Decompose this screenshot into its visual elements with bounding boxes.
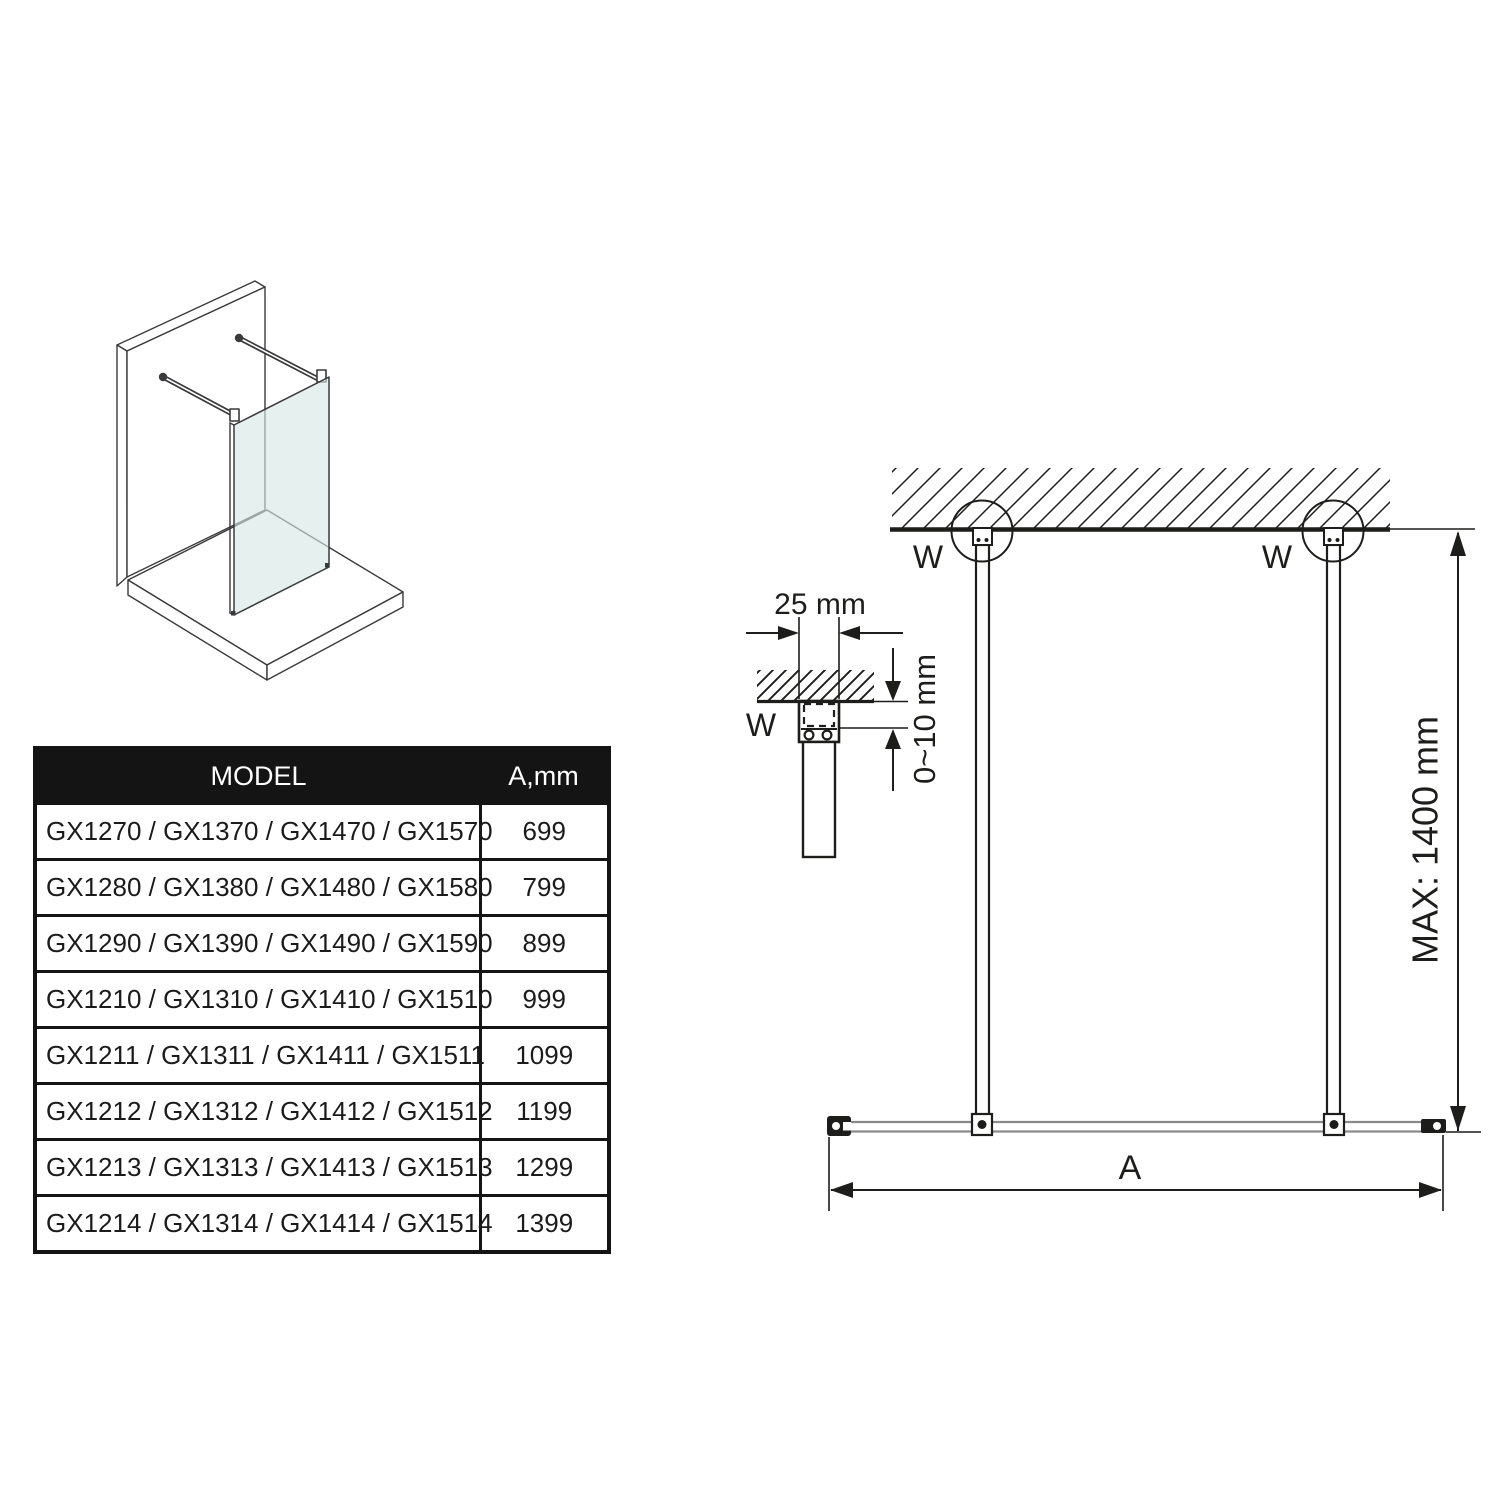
arrow-right	[778, 626, 799, 640]
glass-clamp-screw	[832, 1122, 840, 1130]
width-cell: 1199	[480, 1084, 609, 1140]
arrow-right	[1419, 1182, 1442, 1198]
table-row	[35, 916, 609, 972]
bar-foot-screw	[978, 1120, 987, 1129]
bracket-screw	[1328, 538, 1332, 542]
detail-bar-width-label: 25 mm	[774, 588, 866, 621]
bracket-screw	[977, 538, 981, 542]
header-model: MODEL	[35, 748, 480, 804]
glass-clamp-left-slot	[843, 1122, 851, 1131]
table-row	[35, 860, 609, 916]
bracket-screw	[985, 538, 989, 542]
table-row	[35, 1084, 609, 1140]
model-cell: GX1214 / GX1314 / GX1414 / GX1514	[35, 1196, 480, 1253]
wall-side-face	[117, 345, 127, 586]
table-row	[35, 1196, 609, 1253]
wall-bracket-left	[973, 528, 992, 545]
table-row	[35, 1028, 609, 1084]
wall-anchor-label-right: W	[1261, 539, 1293, 575]
support-bars-front-view	[952, 501, 1364, 1116]
installation-dimension-diagram	[700, 420, 1500, 1250]
detail-screw	[823, 731, 832, 740]
detail-support-bar	[803, 742, 835, 857]
bracket-detail-view	[746, 588, 942, 857]
isometric-overview-drawing	[80, 260, 480, 700]
glass-foot-left	[231, 611, 236, 616]
glass-connector-near	[230, 409, 239, 421]
model-cell: GX1270 / GX1370 / GX1470 / GX1570	[35, 804, 480, 860]
bracket-screw	[1336, 538, 1340, 542]
table-row	[35, 804, 609, 860]
width-cell: 699	[480, 804, 609, 860]
width-cell: 999	[480, 972, 609, 1028]
model-cell: GX1211 / GX1311 / GX1411 / GX1511	[35, 1028, 480, 1084]
arrow-left	[839, 626, 860, 640]
header-a-mm: A,mm	[480, 748, 609, 804]
arrow-left	[830, 1182, 853, 1198]
wall-anchor-label-left: W	[912, 539, 944, 575]
bar-foot-screw	[1330, 1120, 1339, 1129]
width-cell: 1299	[480, 1140, 609, 1196]
detail-screw	[805, 731, 814, 740]
wall-anchor-far	[235, 334, 243, 342]
table-row	[35, 972, 609, 1028]
arrow-down	[885, 681, 901, 701]
width-cell: 899	[480, 916, 609, 972]
max-height-label: MAX: 1400 mm	[1404, 715, 1446, 965]
wall-hatching	[892, 468, 1390, 528]
wall-anchor-near	[159, 373, 167, 381]
arrow-up	[885, 729, 901, 749]
detail-wall-hatching	[757, 670, 874, 701]
glass-panel-top-view	[827, 1114, 1481, 1136]
support-bar-right	[1327, 545, 1340, 1115]
width-cell: 799	[480, 860, 609, 916]
glass-clamp-screw	[1433, 1122, 1441, 1130]
max-height-dimension	[1405, 531, 1466, 1131]
arrow-down	[1450, 1106, 1466, 1131]
arrow-up	[1450, 531, 1466, 556]
table-header-row	[35, 748, 609, 804]
size-table	[33, 746, 611, 1254]
detail-wall-anchor-label: W	[745, 707, 777, 743]
width-cell: 1399	[480, 1196, 609, 1253]
width-cell: 1099	[480, 1028, 609, 1084]
wall-section	[890, 468, 1475, 530]
model-cell: GX1213 / GX1313 / GX1413 / GX1513	[35, 1140, 480, 1196]
glass-foot-right	[325, 563, 330, 568]
model-cell: GX1210 / GX1310 / GX1410 / GX1510	[35, 972, 480, 1028]
panel-width-label: A	[1118, 1149, 1142, 1187]
model-cell: GX1280 / GX1380 / GX1480 / GX1580	[35, 860, 480, 916]
model-cell: GX1290 / GX1390 / GX1490 / GX1590	[35, 916, 480, 972]
wall-bracket-right	[1324, 528, 1343, 545]
detail-gap-label: 0~10 mm	[907, 653, 943, 785]
table-row	[35, 1140, 609, 1196]
panel-width-dimension	[829, 1135, 1443, 1211]
support-bar-left	[976, 545, 989, 1115]
model-cell: GX1212 / GX1312 / GX1412 / GX1512	[35, 1084, 480, 1140]
